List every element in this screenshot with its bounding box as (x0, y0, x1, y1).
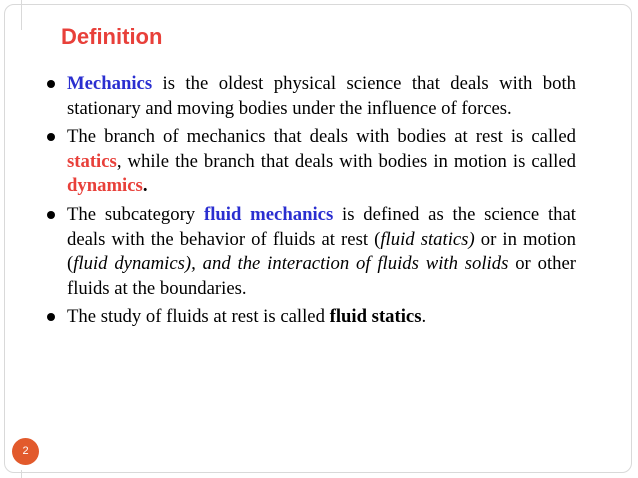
bullet-text: or in motion ( (67, 228, 576, 275)
bullet-list (45, 72, 576, 334)
bullet-text: is defined as the science that deals with the behavior of fluids at rest ( (67, 203, 576, 250)
bullet-item-branches (45, 125, 576, 199)
bullet-text: The study of fluids at rest is called (67, 306, 330, 328)
slide-title: Definition (61, 24, 163, 49)
bullet-dot-icon (47, 133, 55, 141)
bullet-item-fluid-mechanics (45, 203, 576, 301)
term-statics: statics (67, 150, 117, 172)
bullet-dot-icon (47, 80, 55, 88)
bullet-dot-icon (47, 211, 55, 219)
bullet-text: The branch of mechanics that deals with bodies at rest is called (67, 126, 576, 148)
italic-fluid-statics: fluid statics) (380, 228, 475, 250)
bullet-text: or other fluids at the boundaries. (67, 253, 577, 299)
bullet-text: . (421, 306, 427, 328)
bullet-text: . (142, 175, 148, 197)
bullet-dot-icon (47, 313, 55, 321)
page-number-badge: 2 (12, 438, 39, 465)
bullet-text: The subcategory (67, 203, 204, 225)
bullet-item-mechanics (45, 72, 576, 121)
bullet-text: is the oldest physical science that deals with both stationary and moving bodies under the influence of forces. (67, 73, 576, 119)
bullet-item-fluid-statics (45, 305, 576, 330)
frame-line-bottom (21, 470, 22, 478)
frame-line-top (21, 0, 22, 30)
term-fluid-statics: fluid statics (329, 306, 422, 328)
term-mechanics: Mechanics (67, 73, 153, 94)
term-fluid-mechanics: fluid mechanics (203, 203, 334, 225)
italic-fluid-dynamics: fluid dynamics), and the interaction of fluids with solids (73, 253, 509, 275)
bullet-text: , while the branch that deals with bodies in motion is called (116, 150, 576, 172)
term-dynamics: dynamics (67, 175, 143, 197)
